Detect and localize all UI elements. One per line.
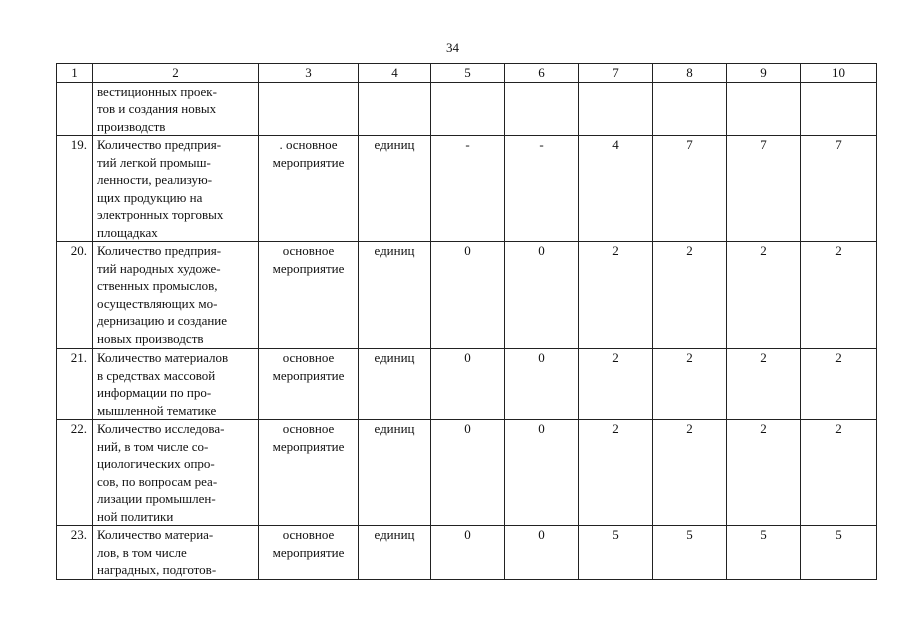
row-number: 19. [57,136,93,242]
header-cell: 9 [727,64,801,83]
table-row [57,349,877,420]
value-cell [505,82,579,136]
value-cell: 2 [727,242,801,349]
value-cell: 2 [579,242,653,349]
indicator-type [259,82,359,136]
header-cell: 3 [259,64,359,83]
indicator-name: Количество предприя- тий легкой промыш- ленности, реализую- щих продукцию на электронных торговых площадках [93,136,259,242]
page-number: 34 [446,40,459,55]
table-row [57,136,877,242]
table-row [57,526,877,580]
value-cell: 5 [801,526,877,580]
value-cell: - [431,136,505,242]
indicator-unit [359,82,431,136]
indicator-name: Количество предприя- тий народных художе- ственных промыслов, осуществляющих мо- дернизацию и создание новых производств [93,242,259,349]
value-cell: - [505,136,579,242]
table-row [57,242,877,349]
value-cell: 2 [653,349,727,420]
header-cell: 5 [431,64,505,83]
value-cell: 7 [653,136,727,242]
value-cell: 0 [505,349,579,420]
header-cell: 2 [93,64,259,83]
value-cell: 7 [801,136,877,242]
indicator-name: Количество материа- лов, в том числе наградных, подготов- [93,526,259,580]
indicator-type: основное мероприятие [259,420,359,526]
indicator-type: основное мероприятие [259,526,359,580]
value-cell: 0 [431,526,505,580]
indicator-unit: единиц [359,136,431,242]
value-cell: 0 [505,526,579,580]
header-cell: 7 [579,64,653,83]
indicator-unit: единиц [359,349,431,420]
header-row [57,64,877,83]
value-cell: 7 [727,136,801,242]
header-cell: 1 [57,64,93,83]
value-cell: 2 [653,420,727,526]
value-cell: 2 [801,420,877,526]
value-cell: 2 [801,349,877,420]
value-cell: 5 [653,526,727,580]
value-cell: 4 [579,136,653,242]
row-number: 22. [57,420,93,526]
value-cell: 5 [727,526,801,580]
value-cell: 2 [579,420,653,526]
indicator-name: Количество материалов в средствах массовой информации по про- мышленной тематике [93,349,259,420]
header-cell: 6 [505,64,579,83]
value-cell [727,82,801,136]
value-cell: 2 [579,349,653,420]
value-cell [579,82,653,136]
indicator-name: Количество исследова- ний, в том числе со- циологических опро- сов, по вопросам реа- лизации промышлен- ной политики [93,420,259,526]
row-number: 21. [57,349,93,420]
indicator-type: основное мероприятие [259,242,359,349]
indicator-unit: единиц [359,242,431,349]
value-cell [653,82,727,136]
value-cell: 2 [653,242,727,349]
indicator-unit: единиц [359,420,431,526]
value-cell: 0 [431,349,505,420]
indicator-type: основное мероприятие [259,349,359,420]
value-cell: 0 [431,420,505,526]
table-row [57,82,877,136]
indicator-name: вестиционных проек- тов и создания новых производств [93,82,259,136]
value-cell [431,82,505,136]
value-cell: 2 [727,420,801,526]
indicator-type: . основное мероприятие [259,136,359,242]
value-cell: 5 [579,526,653,580]
value-cell: 2 [801,242,877,349]
indicator-unit: единиц [359,526,431,580]
row-number: 23. [57,526,93,580]
header-cell: 10 [801,64,877,83]
value-cell [801,82,877,136]
row-number [57,82,93,136]
header-cell: 4 [359,64,431,83]
value-cell: 2 [727,349,801,420]
value-cell: 0 [505,242,579,349]
table-row [57,420,877,526]
row-number: 20. [57,242,93,349]
value-cell: 0 [431,242,505,349]
indicators-table [56,63,877,580]
header-cell: 8 [653,64,727,83]
value-cell: 0 [505,420,579,526]
